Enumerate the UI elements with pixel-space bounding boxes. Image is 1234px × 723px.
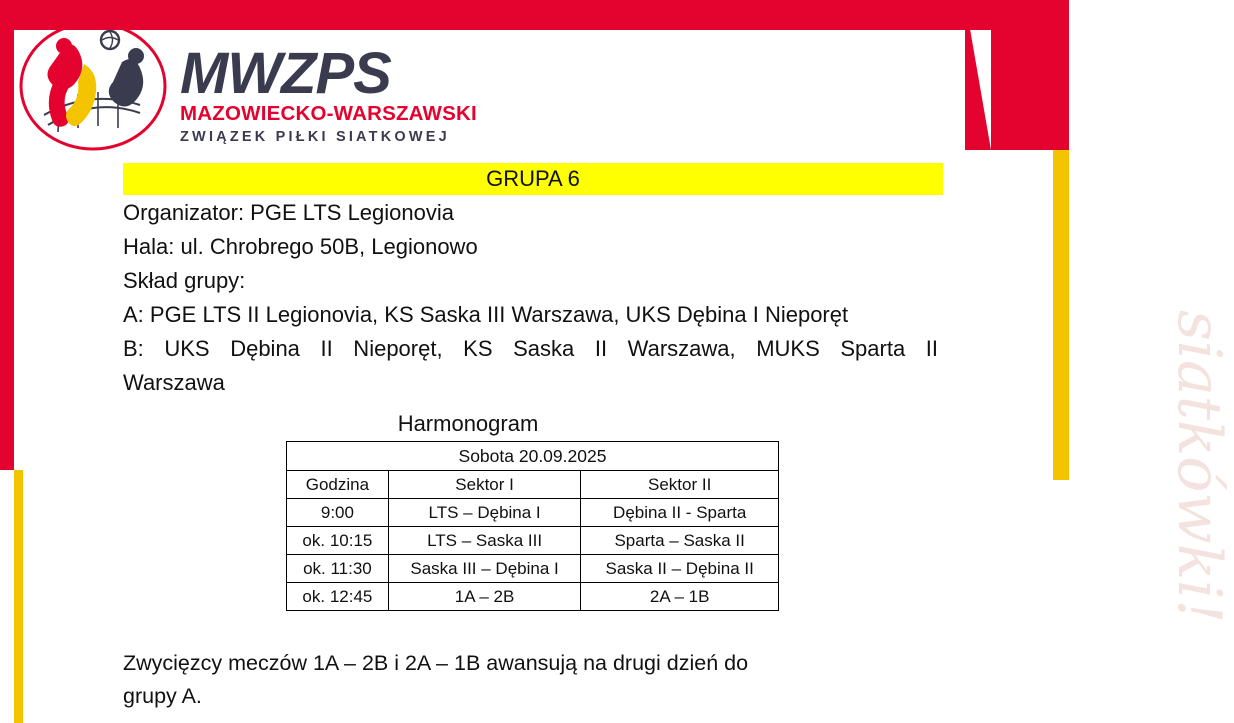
cell-sektor-2: 2A – 1B	[581, 583, 779, 611]
cell-sektor-2: Dębina II - Sparta	[581, 499, 779, 527]
cell-time: ok. 12:45	[287, 583, 389, 611]
team-a-line: A: PGE LTS II Legionovia, KS Saska III Warszawa, UKS Dębina I Nieporęt	[123, 302, 849, 327]
footer-note	[123, 647, 883, 713]
table-row-date	[287, 442, 779, 471]
left-yellow-bar	[14, 470, 23, 723]
cell-sektor-1: LTS – Dębina I	[388, 499, 581, 527]
header-godzina: Godzina	[287, 471, 389, 499]
logo-subtitle-1: MAZOWIECKO-WARSZAWSKI	[180, 102, 477, 126]
composition-label: Skład grupy:	[123, 268, 246, 293]
team-b-line: B: UKS Dębina II Nieporęt, KS Saska II Warszawa, MUKS Sparta II	[123, 336, 938, 361]
cell-sektor-2: Sparta – Saska II	[581, 527, 779, 555]
cell-sektor-1: Saska III – Dębina I	[388, 555, 581, 583]
schedule-table	[286, 441, 779, 611]
table-row	[287, 583, 779, 611]
cell-sektor-1: 1A – 2B	[388, 583, 581, 611]
logo-wordmark	[180, 41, 530, 146]
cell-sektor-1: LTS – Saska III	[388, 527, 581, 555]
footer-note-line-1: Zwycięzcy meczów 1A – 2B i 2A – 1B awansują na drugi dzień do	[123, 651, 749, 675]
table-row	[287, 555, 779, 583]
top-right-red-wedge	[991, 0, 1069, 150]
header-sektor-1: Sektor I	[388, 471, 581, 499]
document-content	[123, 163, 953, 713]
logo-subtitle-2: ZWIĄZEK PIŁKI SIATKOWEJ	[180, 129, 450, 146]
watermark-text: siatkówki!	[1164, 310, 1234, 624]
table-row-header	[287, 471, 779, 499]
table-row	[287, 527, 779, 555]
organizer-line: Organizator: PGE LTS Legionovia	[123, 200, 454, 225]
hall-line: Hala: ul. Chrobrego 50B, Legionowo	[123, 234, 478, 259]
schedule-title: Harmonogram	[397, 411, 539, 436]
group-banner: GRUPA 6	[123, 163, 943, 195]
cell-time: ok. 11:30	[287, 555, 389, 583]
header-sektor-2: Sektor II	[581, 471, 779, 499]
left-white-bar	[0, 470, 14, 723]
mwzps-logo	[18, 18, 538, 158]
table-row	[287, 499, 779, 527]
footer-note-line-2: grupy A.	[123, 684, 202, 708]
volleyball-players-logo-icon	[18, 20, 168, 152]
logo-main-text: MWZPS	[180, 41, 391, 106]
right-yellow-strip	[1053, 150, 1069, 480]
cell-time: ok. 10:15	[287, 527, 389, 555]
cell-sektor-2: Saska II – Dębina II	[581, 555, 779, 583]
team-b-line-continuation: Warszawa	[123, 370, 225, 395]
cell-time: 9:00	[287, 499, 389, 527]
schedule-date-cell: Sobota 20.09.2025	[287, 442, 779, 471]
